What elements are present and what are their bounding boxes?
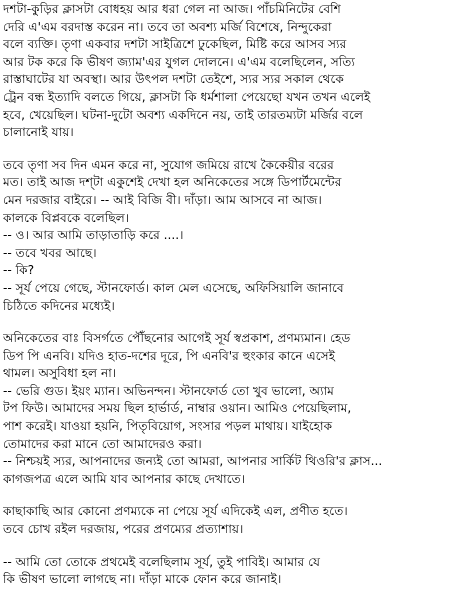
text-line: কাছাকাছি আর কোনো প্রণম্যকে না পেয়ে সূর্য এদিকেই এল, প্রণীত হতে। xyxy=(3,504,348,519)
paragraph-2 xyxy=(3,157,452,315)
dialogue-line: -- তবে খবর আছে। xyxy=(3,245,97,260)
text-line: কাগজপত্র এলে আমি যাব আপনার কাছে দেখাতে। xyxy=(3,471,246,486)
text-line: টপ ফিউ। আমাদের সময় ছিল হার্ভার্ড, নাম্বার ওয়ান। আমিও পেয়েছিলাম, xyxy=(3,401,352,416)
text-line: তোমাদের করা মানে তো আমাদেরও করা। xyxy=(3,436,202,451)
paragraph-gap xyxy=(3,142,452,157)
text-line: অনিকেতের বাঃ বিসর্গতে পৌঁছনোর আগেই সূর্য স্বপ্রকাশ, প্রণম্যমান। হেড xyxy=(3,331,351,346)
dialogue-line: -- নিশ্চয়ই স্যর, আপনাদের জন্যই তো আমরা, আপনার সার্কিট থিওরি'র ক্লাস... xyxy=(3,454,383,469)
paragraph-4 xyxy=(3,503,452,538)
dialogue-line: -- সূর্য পেয়ে গেছে, স্টানফোর্ড। কাল মেল এসেছে, অফিসিয়ালি জানাবে xyxy=(3,280,344,295)
dialogue-line: -- ও। আর আমি তাড়াতাড়ি করে ....। xyxy=(3,228,184,243)
dialogue-line: -- আমি তো তোকে প্রথমেই বলেছিলাম সূর্য, তুই পাবিই। আমার যে xyxy=(3,554,321,569)
text-line: মেন দরজার বাইরে। -- আই বিজি বী। দাঁড়া। আম আসবে না আজ। xyxy=(3,192,322,207)
paragraph-gap xyxy=(3,539,452,554)
text-line: দশটা-কুড়ির ক্লাসটা বোধহয় আর ধরা গেল না আজ। পাঁচমিনিটের বেশি xyxy=(3,2,341,16)
text-line: ট্রেন বন্ধ ইত্যাদি বলতে গিয়ে, ক্লাসটা কি ধর্মশালা পেয়েছো যখন তখন এলেই xyxy=(3,89,371,104)
paragraph-gap xyxy=(3,488,452,503)
text-line: মত। তাই আজ দশ্টা একুশেই দেখা হল অনিকেতের সঙ্গে ডিপার্টমেন্টের xyxy=(3,175,342,190)
text-line: দেরি এ'এম বরদাস্ত করেন না। তবে তা অবশ্য মর্জি বিশেষে, নিন্দুকেরা xyxy=(3,19,332,34)
text-line: তবে চোখ রইল দরজায়, পরের প্রণম্যের প্রত্যাশায়। xyxy=(3,522,244,537)
paragraph-1 xyxy=(3,1,452,142)
text-line: বলে ব্যক্তি। তৃণা একবার দশটা সাইত্রিশে ঢুকেছিল, মিষ্টি করে আসব স্যর xyxy=(3,37,347,52)
text-line: চিঠিতে কদিনের মধ্যেই। xyxy=(3,298,115,313)
text-line: থামল। অসুবিধা হল না। xyxy=(3,366,117,381)
dialogue-line: -- ভেরি গুড। ইয়ং ম্যান। অভিনন্দন। স্টানফোর্ড তো খুব ভালো, অ্যাম xyxy=(3,383,334,398)
text-line: হবে, খেয়েছিল। ঘটনা-দুটো অবশ্য একদিনে নয়, তাই তারতম্যটা মর্জির বলে xyxy=(3,107,363,122)
paragraph-gap xyxy=(3,315,452,330)
paragraph-5 xyxy=(3,554,452,589)
dialogue-line: -- কি? xyxy=(3,263,35,278)
text-line: ডিপ পি এনবি। যদিও হাত-দশের দূরে, পি এনবি'র হুংকার কানে এসেই xyxy=(3,348,336,363)
paragraph-3 xyxy=(3,330,452,488)
text-line: কি ভীষণ ভালো লাগছে না। দাঁড়া মাকে ফোন করে জানাই। xyxy=(3,572,282,587)
text-line: কালকে বিপ্লবকে বলেছিল। xyxy=(3,210,130,225)
text-line: তবে তৃণা সব দিন এমন করে না, সুযোগ জমিয়ে রাখে কৈকেয়ীর বরের xyxy=(3,157,334,172)
text-line: চালানোই যায়। xyxy=(3,125,74,140)
text-line: পাশ করেই। যাওয়া হয়নি, পিতৃবিয়োগ, সংসার পড়ল মাথায়। যাইহোক xyxy=(3,419,333,434)
text-line: আর টক করে কি ভীষণ জ্যাম'এর যুগল দোলনে। এ'এম বলেছিলেন, সত্যি xyxy=(3,54,355,69)
text-line: রাস্তাঘাটের যা অবস্থা। আর উৎপল দশটা তেইশে, স্যর স্যর সকাল থেকে xyxy=(3,72,344,87)
